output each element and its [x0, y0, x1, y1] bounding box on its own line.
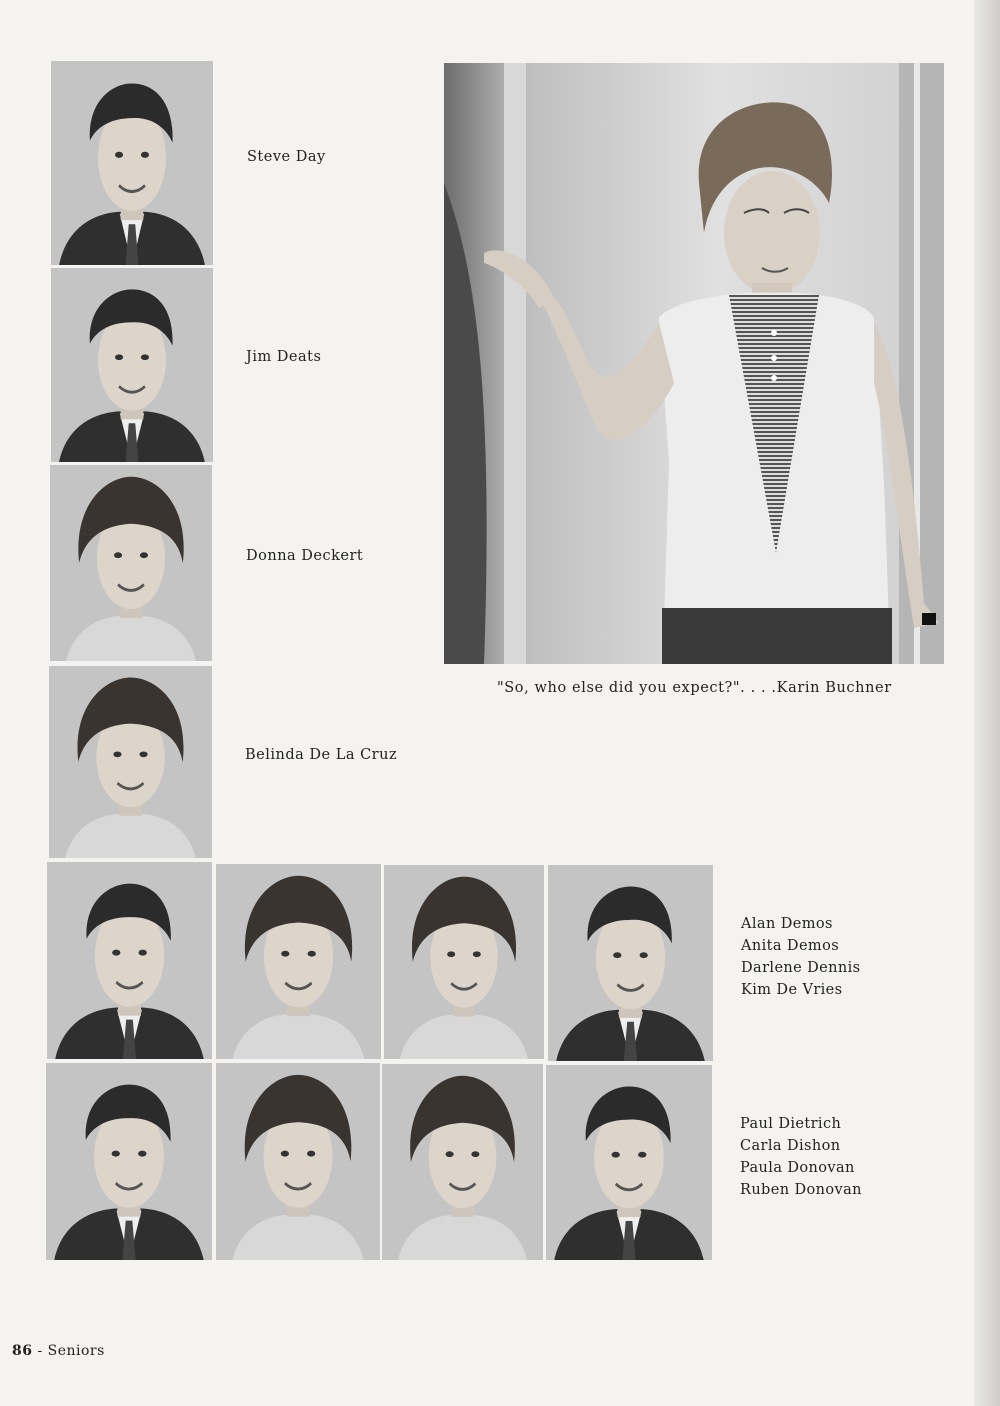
portrait-paula-donovan — [382, 1064, 543, 1260]
name-paula-donovan: Paula Donovan — [740, 1160, 855, 1176]
portrait-jim-deats — [51, 268, 213, 462]
name-jim-deats: Jim Deats — [246, 349, 322, 365]
name-alan-demos: Alan Demos — [741, 916, 833, 932]
portrait-anita-demos — [216, 864, 381, 1059]
portrait-darlene-dennis — [384, 865, 544, 1059]
portrait-image — [216, 864, 381, 1059]
portrait-image — [49, 666, 212, 858]
name-ruben-donovan: Ruben Donovan — [740, 1182, 862, 1198]
page-edge — [974, 0, 1000, 1406]
portrait-image — [216, 1063, 380, 1260]
page-footer — [12, 1343, 105, 1359]
portrait-image — [46, 1063, 212, 1260]
page-number: 86 — [12, 1343, 33, 1359]
portrait-image — [546, 1065, 712, 1260]
feature-photo-image — [444, 63, 944, 664]
portrait-image — [51, 268, 213, 462]
name-kim-de-vries: Kim De Vries — [741, 982, 843, 998]
portrait-image — [384, 865, 544, 1059]
portrait-ruben-donovan — [546, 1065, 712, 1260]
name-belinda-de-la-cruz: Belinda De La Cruz — [245, 747, 398, 763]
name-anita-demos: Anita Demos — [741, 938, 840, 954]
portrait-steve-day — [51, 61, 213, 265]
portrait-image — [51, 61, 213, 265]
feature-photo-caption: "So, who else did you expect?". . . .Karin Buchner — [497, 680, 892, 696]
name-donna-deckert: Donna Deckert — [246, 548, 364, 564]
portrait-alan-demos — [47, 862, 212, 1059]
portrait-image — [382, 1064, 543, 1260]
portrait-carla-dishon — [216, 1063, 380, 1260]
portrait-paul-dietrich — [46, 1063, 212, 1260]
name-steve-day: Steve Day — [247, 149, 326, 165]
section-label: - Seniors — [37, 1343, 105, 1359]
portrait-image — [47, 862, 212, 1059]
portrait-image — [548, 865, 713, 1061]
name-paul-dietrich: Paul Dietrich — [740, 1116, 842, 1132]
name-list-row-one — [741, 913, 861, 1001]
name-darlene-dennis: Darlene Dennis — [741, 960, 861, 976]
name-carla-dishon: Carla Dishon — [740, 1138, 841, 1154]
portrait-kim-de-vries — [548, 865, 713, 1061]
portrait-donna-deckert — [50, 465, 212, 661]
feature-photo-karin-buchner — [444, 63, 944, 664]
portrait-belinda-de-la-cruz — [49, 666, 212, 858]
portrait-image — [50, 465, 212, 661]
name-list-row-two — [740, 1113, 862, 1201]
